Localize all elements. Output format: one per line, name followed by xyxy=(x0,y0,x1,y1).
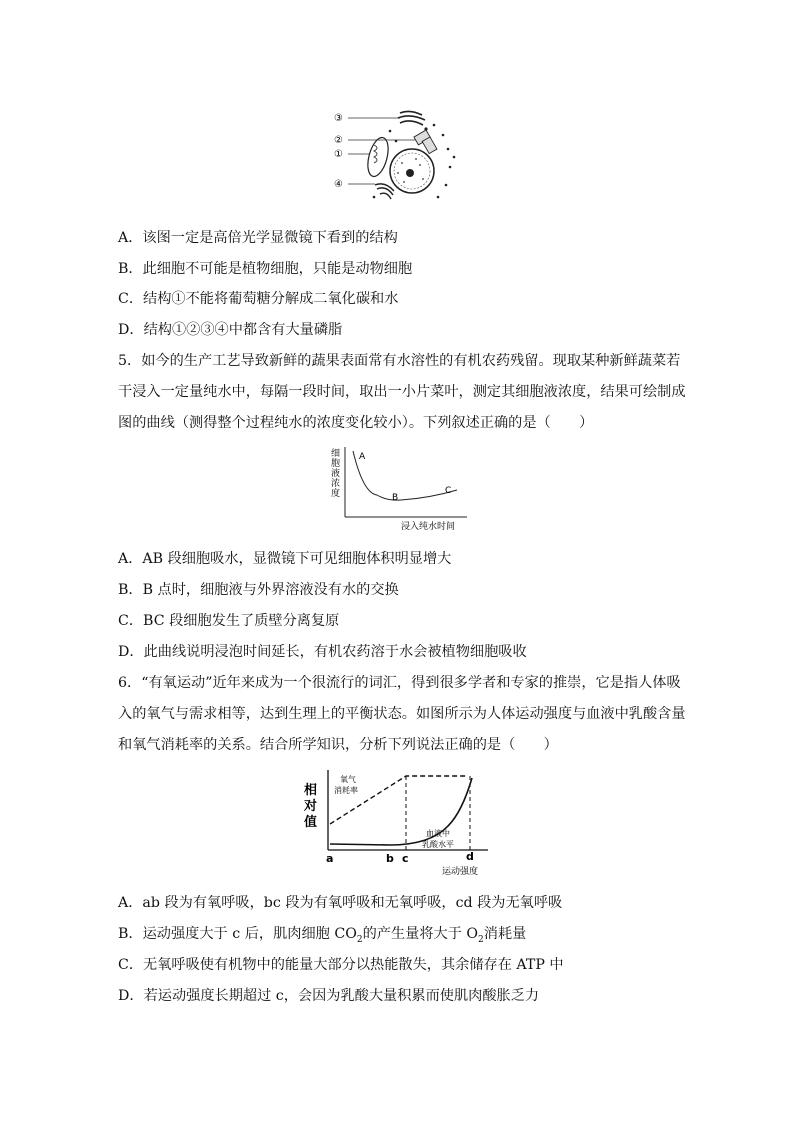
q5-point-c: C xyxy=(445,486,452,496)
q6-stem-line-3: 和氧气消耗率的关系。结合所学知识，分析下列说法正确的是（ ） xyxy=(118,737,558,753)
q5-stem-line-1: 5．如今的生产工艺导致新鲜的蔬果表面常有水溶性的有机农药残留。现取某种新鲜蔬菜若 xyxy=(118,353,681,369)
label-2: ② xyxy=(334,135,343,146)
q6-ylabel-char: 对 xyxy=(304,799,318,814)
label-1: ① xyxy=(334,149,343,160)
q6-option-c: C．无氧呼吸使有机物中的能量大部分以热能散失，其余储存在 ATP 中 xyxy=(118,957,564,973)
q5-ylabel-char: 浓 xyxy=(331,479,341,489)
q6-option-d: D．若运动强度长期超过 c，会因为乳酸大量积累而使肌肉酸胀乏力 xyxy=(118,988,540,1004)
q5-stem-line-2: 干浸入一定量纯水中，每隔一段时间，取出一小片菜叶，测定其细胞液浓度，结果可绘制成 xyxy=(118,384,686,400)
q5-point-b: B xyxy=(392,493,399,503)
q6-ylabel-char: 相 xyxy=(304,783,318,798)
q5-ylabel-char: 胞 xyxy=(331,459,341,469)
label-4: ④ xyxy=(334,179,343,190)
q5-option-c: C．BC 段细胞发生了质壁分离复原 xyxy=(118,613,340,629)
q5-chart xyxy=(325,443,475,535)
q4-option-c: C．结构①不能将葡萄糖分解成二氧化碳和水 xyxy=(118,291,399,307)
q5-stem-line-3: 图的曲线（测得整个过程纯水的浓度变化较小）。下列叙述正确的是（ ） xyxy=(118,415,594,431)
q5-ylabel-char: 细 xyxy=(331,449,341,459)
q5-xlabel: 浸入纯水时间 xyxy=(401,522,456,532)
q6-chart xyxy=(298,768,498,880)
q5-option-a: A．AB 段细胞吸水，显微镜下可见细胞体积明显增大 xyxy=(118,551,452,567)
q5-option-d: D．此曲线说明浸泡时间延长，有机农药溶于水会被植物细胞吸收 xyxy=(118,644,527,660)
q6-option-b: B．运动强度大于 c 后，肌肉细胞 $CO_2$的产生量将大于 $O_2$消耗量 xyxy=(118,926,527,945)
q6-point-a: a xyxy=(326,852,334,865)
q5-ylabel-char: 度 xyxy=(331,489,341,499)
label-3: ③ xyxy=(334,113,343,124)
q5-ylabel-char: 液 xyxy=(331,469,341,479)
cell-diagram xyxy=(330,105,465,205)
q6-xlabel: 运动强度 xyxy=(442,867,479,877)
q4-option-a: A．该图一定是高倍光学显微镜下看到的结构 xyxy=(118,230,398,246)
q6-point-d: d xyxy=(466,850,474,863)
q6-oxygen-label: 消耗率 xyxy=(334,786,358,795)
q6-point-b: b xyxy=(386,852,394,865)
q4-option-b: B．此细胞不可能是植物细胞，只能是动物细胞 xyxy=(118,261,413,277)
q6-lactate-label: 血液中 xyxy=(426,829,450,838)
q6-lactate-label: 乳酸水平 xyxy=(422,840,454,849)
q5-curve xyxy=(353,451,457,500)
q6-point-c: c xyxy=(402,852,409,865)
q6-option-a: A．ab 段为有氧呼吸，bc 段为有氧呼吸和无氧呼吸，cd 段为无氧呼吸 xyxy=(118,895,563,911)
q6-stem-line-1: 6．“有氧运动”近年来成为一个很流行的词汇，得到很多学者和专家的推崇，它是指人体吸 xyxy=(118,675,681,691)
q6-ylabel-char: 值 xyxy=(304,815,318,830)
q5-option-b: B．B 点时，细胞液与外界溶液没有水的交换 xyxy=(118,582,399,598)
q6-oxygen-label: 氧气 xyxy=(340,775,356,784)
q5-point-a: A xyxy=(359,452,366,462)
q6-stem-line-2: 入的氧气与需求相等，达到生理上的平衡状态。如图所示为人体运动强度与血液中乳酸含量 xyxy=(118,706,686,722)
q4-option-d: D．结构①②③④中都含有大量磷脂 xyxy=(118,322,343,338)
